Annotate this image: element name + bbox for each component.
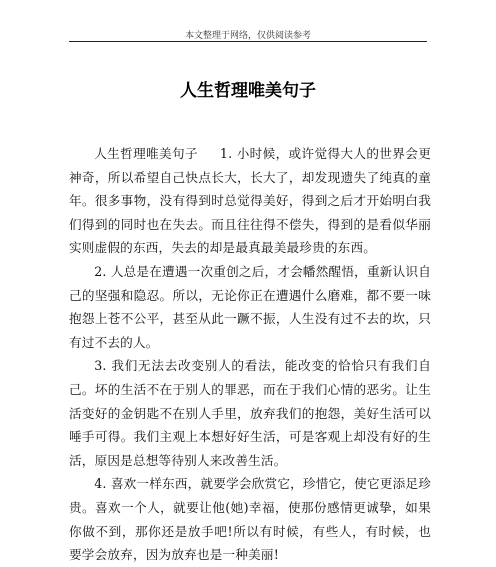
paragraph-3: 3. 我们无法去改变别人的看法，能改变的恰恰只有我们自己。坏的生活不在于别人的罪恶，而在于我们心情的恶劣。让生活变好的金钥匙不在别人手里，放弃我们的抱怨，美好生活可以唾手可得。我们主观上本想好好生活，可是客观上却没有好的生活，原因是总想等待别人来改善生活。 <box>69 358 431 468</box>
page-header: 本文整理于网络，仅供阅读参考 <box>184 31 311 41</box>
header-divider <box>69 41 427 42</box>
paragraph-4: 4. 喜欢一样东西，就要学会欣赏它，珍惜它，使它更添足珍贵。喜欢一个人，就要让他(她)幸福，使那份感情更诚挚，如果你做不到，那你还是放手吧!所以有时候，有些人，有时候，也要学会放弃，因为放弃也是一种美丽! <box>69 476 431 563</box>
paragraph-1 <box>69 142 431 260</box>
lead-title: 人生哲理唯美句子 <box>94 146 198 161</box>
document-title: 人生哲理唯美句子 <box>180 81 316 101</box>
document-body <box>69 142 431 567</box>
paragraph-1-text: 1. 小时候，或许觉得大人的世界会更神奇，所以希望自己快点长大，长大了，却发现遗失了纯真的童年。很多事物，没有得到时总觉得美好，得到之后才开始明白我们得到的同时也在失去。而且往往得不偿失，得到的是看似华丽实则虚假的东西，失去的却是最真最美最珍贵的东西。 <box>69 146 431 256</box>
paragraph-2: 2. 人总是在遭遇一次重创之后，才会幡然醒悟，重新认识自己的坚强和隐忍。所以，无论你正在遭遇什么磨难，都不要一味抱怨上苍不公平，甚至从此一蹶不振，人生没有过不去的坎，只有过不去的人。 <box>69 263 431 350</box>
